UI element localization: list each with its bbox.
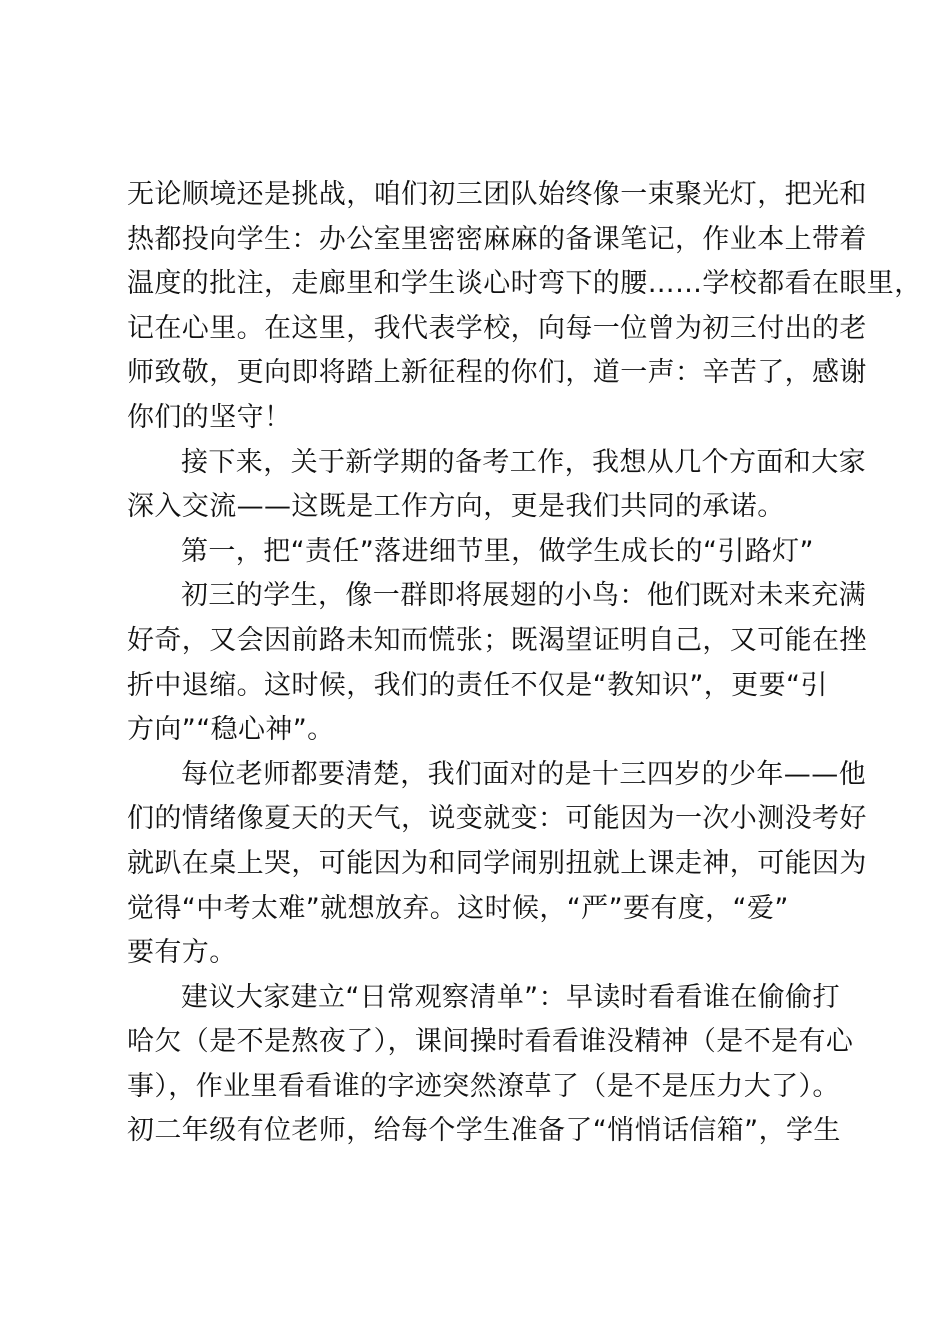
text-line: 建议大家建立“日常观察清单”：早读时看看谁在偷偷打 <box>181 981 840 1013</box>
text-line: 方向”“稳心神”。 <box>127 714 335 746</box>
text-line: 记在心里。在这里，我代表学校，向每一位曾为初三付出的老 <box>127 312 867 344</box>
text-line: 热都投向学生：办公室里密密麻麻的备课笔记，作业本上带着 <box>127 223 867 255</box>
text-line: 们的情绪像夏天的天气，说变就变：可能因为一次小测没考好 <box>127 803 867 835</box>
text-line: 哈欠（是不是熬夜了），课间操时看看谁没精神（是不是有心 <box>127 1026 854 1058</box>
text-line: 每位老师都要清楚，我们面对的是十三四岁的少年——他 <box>181 758 866 790</box>
text-line: 要有方。 <box>127 937 237 969</box>
text-line: 你们的坚守！ <box>127 401 292 433</box>
text-line: 好奇，又会因前路未知而慌张；既渴望证明自己，又可能在挫 <box>127 624 867 656</box>
text-line: 师致敬，更向即将踏上新征程的你们，道一声：辛苦了，感谢 <box>127 357 867 389</box>
body-text <box>127 173 922 1154</box>
text-line: 就趴在桌上哭，可能因为和同学闹别扭就上课走神，可能因为 <box>127 847 867 879</box>
text-line: 接下来，关于新学期的备考工作，我想从几个方面和大家 <box>181 446 866 478</box>
text-line: 无论顺境还是挑战，咱们初三团队始终像一束聚光灯，把光和 <box>127 179 867 210</box>
text-line: 折中退缩。这时候，我们的责任不仅是“教知识”，更要“引 <box>127 669 828 701</box>
text-line: 觉得“中考太难”就想放弃。这时候，“严”要有度，“爱” <box>127 892 789 924</box>
text-line: 温度的批注，走廊里和学生谈心时弯下的腰……学校都看在眼里， <box>127 268 922 300</box>
section-heading: 第一，把“责任”落进细节里，做学生成长的“引路灯” <box>181 535 814 567</box>
text-line: 初三的学生，像一群即将展翅的小鸟：他们既对未来充满 <box>181 580 866 612</box>
text-line: 初二年级有位老师，给每个学生准备了“悄悄话信箱”，学生 <box>127 1115 841 1147</box>
text-line: 深入交流——这既是工作方向，更是我们共同的承诺。 <box>127 491 785 523</box>
text-line: 事），作业里看看谁的字迹突然潦草了（是不是压力大了）。 <box>127 1070 840 1102</box>
